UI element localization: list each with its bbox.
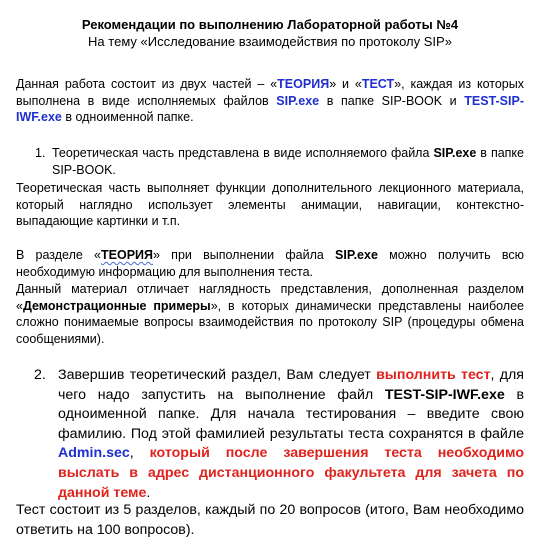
admin-sec-filename: Admin.sec xyxy=(58,445,130,462)
intro-text: в папке SIP-BOOK и xyxy=(319,93,465,108)
intro-paragraph xyxy=(16,76,524,126)
test-exe-filename: TEST-SIP-IWF.exe xyxy=(384,386,505,403)
intro-text: », каждая из которых выполнена в виде исполняемых файлов xyxy=(16,77,524,108)
item2-text: . xyxy=(146,484,151,501)
demo-paragraph xyxy=(16,281,524,347)
sip-exe-filename: SIP.exe xyxy=(276,93,320,108)
item2-text: , xyxy=(129,445,150,462)
intro-text: в одноименной папке. xyxy=(61,110,194,124)
intro-text: » и « xyxy=(329,77,362,91)
do-test-phrase: выполнить тест xyxy=(376,367,491,383)
demo-text: », в которых динамически представлены наиболее сложно понимаемые вопросы взаимодействия по протоколу SIP (процедуры обмена сообщениями). xyxy=(16,298,524,346)
item1-text: Теоретическая часть представлена в виде исполняемого файла xyxy=(52,146,434,160)
section-text: В разделе « xyxy=(16,248,101,262)
sip-exe-filename: SIP.exe xyxy=(335,248,378,262)
list-number: 2. xyxy=(34,367,46,383)
section-text: » при выполнении файла xyxy=(153,248,336,262)
test-keyword: ТЕСТ xyxy=(361,77,395,91)
list-item-2 xyxy=(16,366,524,503)
theory-section-paragraph xyxy=(16,247,524,280)
item2-text: в одноименной папке. Для начала тестирования – введите свою фамилию. Под этой фамилией результаты теста сохранятся в файле xyxy=(58,386,525,442)
list-item-1 xyxy=(16,145,524,178)
demo-text: Данный материал отличает наглядность представления, дополненная разделом « xyxy=(16,282,524,313)
test-exe-filename: TEST-SIP-IWF.exe xyxy=(16,93,524,124)
list-number: 1. xyxy=(35,146,46,160)
intro-text: Данная работа состоит из двух частей – « xyxy=(16,77,278,91)
final-paragraph: Тест состоит из 5 разделов, каждый по 20 вопросов (итого, Вам необходимо ответить на 100 вопросов). xyxy=(16,502,524,538)
item2-text: , для чего надо запустить на выполнение файл xyxy=(58,367,524,403)
item2-text: Завершив теоретический раздел, Вам следует xyxy=(58,367,377,383)
sip-exe-filename: SIP.exe xyxy=(433,146,477,160)
send-instruction: который после завершения теста необходимо выслать в адрес дистанционного факультета для зачета по данной теме xyxy=(58,445,524,501)
section-text: можно получить всю необходимую информацию для выполнения теста. xyxy=(16,248,525,279)
document-title: Рекомендации по выполнению Лабораторной работы №4 xyxy=(81,17,459,32)
demo-examples-keyword: Демонстрационные примеры xyxy=(22,298,211,313)
theory-description: Теоретическая часть выполняет функции дополнительного лекционного материала, который наглядно использует элементы анимации, навигации, контекстно-выпадающие картинки и т.п. xyxy=(16,181,524,228)
document-subtitle: На тему «Исследование взаимодействия по протоколу SIP» xyxy=(88,34,452,49)
item2-body xyxy=(16,366,524,503)
theory-keyword: ТЕОРИЯ xyxy=(101,248,154,262)
theory-keyword: ТЕОРИЯ xyxy=(277,77,330,91)
item1-text: в папке SIP-BOOK. xyxy=(52,146,524,177)
